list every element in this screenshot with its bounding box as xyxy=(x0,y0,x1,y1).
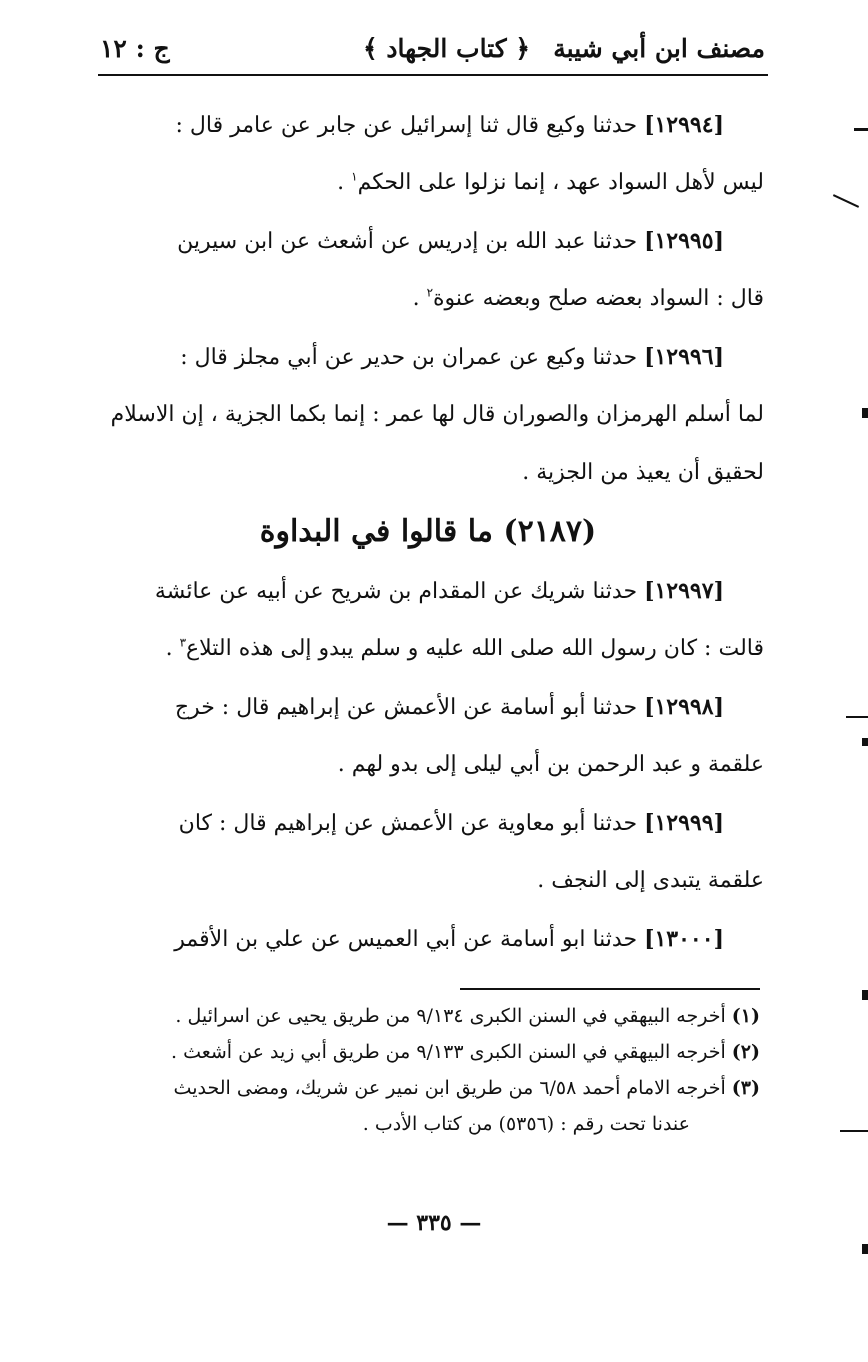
footnote-text: عندنا تحت رقم : (٥٣٥٦) من كتاب الأدب . xyxy=(362,1113,690,1135)
line-end-mark: . xyxy=(412,286,427,311)
text-line xyxy=(92,328,764,386)
line-text: علقمة و عبد الرحمن بن أبي ليلى إلى بدو لهم . xyxy=(337,752,764,777)
running-header xyxy=(100,30,765,74)
footnote-number: (٢) xyxy=(731,1041,760,1063)
hadith-number: [١٣٠٠٠] xyxy=(644,926,724,952)
scan-mark xyxy=(840,1130,868,1132)
footnote-line xyxy=(80,1034,760,1070)
text-line xyxy=(92,386,764,444)
text-line xyxy=(92,212,764,270)
text-line xyxy=(92,910,764,968)
page-number: — ٣٣٥ — xyxy=(386,1210,482,1236)
hadith-number: [١٢٩٩٩] xyxy=(644,810,724,836)
main-text xyxy=(92,96,764,968)
scan-mark xyxy=(862,990,868,1000)
text-line xyxy=(92,154,764,212)
header-rule xyxy=(98,74,768,76)
text-line xyxy=(92,852,764,910)
line-text: حدثنا عبد الله بن إدريس عن أشعث عن ابن سيرين xyxy=(177,229,645,254)
scan-mark xyxy=(862,1244,868,1254)
text-line xyxy=(92,444,764,502)
footnote-text: أخرجه الامام أحمد ٦/٥٨ من طريق ابن نمير عن شريك، ومضى الحديث xyxy=(173,1077,732,1099)
text-line xyxy=(92,96,764,154)
text-line xyxy=(92,736,764,794)
line-text: حدثنا وكيع عن عمران بن حدير عن أبي مجلز قال : xyxy=(180,345,645,370)
footnote-rule xyxy=(460,988,760,990)
line-text: حدثنا شريك عن المقدام بن شريح عن أبيه عن عائشة xyxy=(154,579,645,604)
footnote-line xyxy=(80,998,760,1034)
line-text: لحقيق أن يعيذ من الجزية . xyxy=(522,460,764,485)
volume-number: ج : ١٢ xyxy=(100,34,170,63)
line-text: حدثنا وكيع قال ثنا إسرائيل عن جابر عن عامر قال : xyxy=(175,113,645,138)
chapter-title: ﴿ كتاب الجهاد ﴾ xyxy=(363,34,530,63)
hadith-number: [١٢٩٩٥] xyxy=(644,228,724,254)
footnote-line xyxy=(80,1106,760,1142)
line-end-mark: . xyxy=(337,170,352,195)
book-title: مصنف ابن أبي شيبة xyxy=(553,34,765,63)
text-line xyxy=(92,270,764,328)
footnote-text: أخرجه البيهقي في السنن الكبرى ٩/١٣٤ من طريق يحيى عن اسرائيل . xyxy=(175,1005,732,1027)
line-text: علقمة يتبدى إلى النجف . xyxy=(537,868,764,893)
line-text: قال : السواد بعضه صلح وبعضه عنوة xyxy=(433,286,764,311)
scan-mark xyxy=(862,408,868,418)
line-end-mark: . xyxy=(165,636,180,661)
footnote-line xyxy=(80,1070,760,1106)
text-line xyxy=(92,562,764,620)
hadith-number: [١٢٩٩٦] xyxy=(644,344,724,370)
line-text: قالت : كان رسول الله صلى الله عليه و سلم يبدو إلى هذه التلاع xyxy=(186,636,764,661)
footnote-number: (٣) xyxy=(731,1077,760,1099)
line-text: حدثنا أبو أسامة عن الأعمش عن إبراهيم قال : خرج xyxy=(174,695,645,720)
hadith-number: [١٢٩٩٨] xyxy=(644,694,724,720)
hadith-number: [١٢٩٩٤] xyxy=(644,112,724,138)
text-line xyxy=(92,678,764,736)
text-line xyxy=(92,620,764,678)
line-text: لما أسلم الهرمزان والصوران قال لها عمر : إنما بكما الجزية ، إن الاسلام xyxy=(110,402,764,427)
line-text: ليس لأهل السواد عهد ، إنما نزلوا على الحكم xyxy=(357,170,764,195)
line-text: (٢١٨٧) ما قالوا في البداوة xyxy=(259,514,597,549)
footnote-ref: ٣ xyxy=(179,635,187,650)
footnote-text: أخرجه البيهقي في السنن الكبرى ٩/١٣٣ من طريق أبي زيد عن أشعث . xyxy=(170,1041,732,1063)
line-text: حدثنا ابو أسامة عن أبي العميس عن علي بن الأقمر xyxy=(174,927,645,952)
footnote-number: (١) xyxy=(731,1005,760,1027)
scan-mark xyxy=(846,716,868,718)
hadith-number: [١٢٩٩٧] xyxy=(644,578,724,604)
scan-mark xyxy=(833,194,859,208)
line-text: حدثنا أبو معاوية عن الأعمش عن إبراهيم قال : كان xyxy=(178,811,645,836)
scan-mark xyxy=(862,738,868,746)
scan-mark xyxy=(854,128,868,131)
section-heading xyxy=(92,502,764,562)
footnote-ref: ١ xyxy=(351,169,358,184)
footnotes xyxy=(80,998,760,1142)
text-line xyxy=(92,794,764,852)
footnote-ref: ٢ xyxy=(426,285,434,300)
